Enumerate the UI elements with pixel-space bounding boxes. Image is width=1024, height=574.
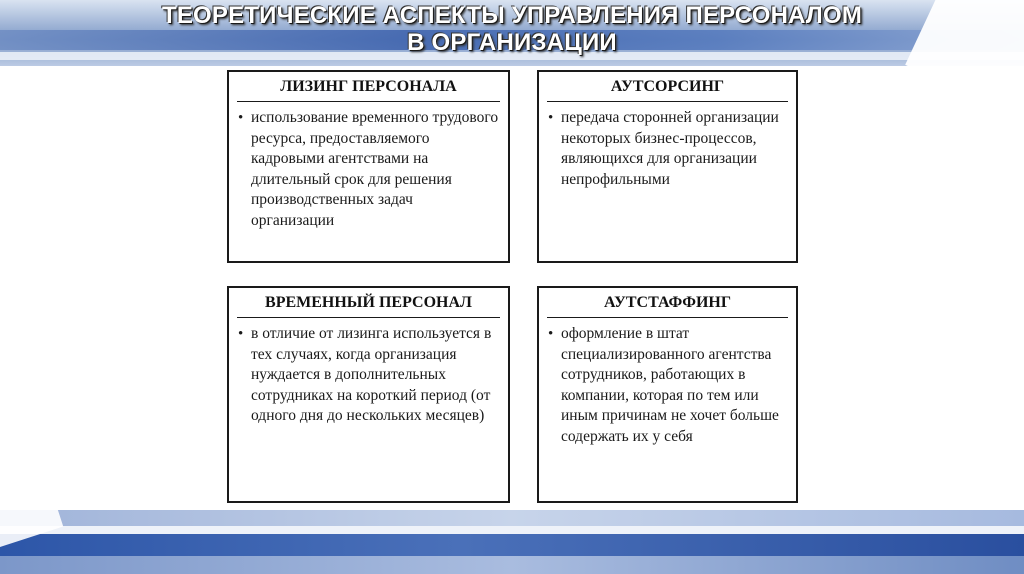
box-personnel-leasing — [227, 70, 510, 263]
box-text: передача сторонней организации некоторых бизнес-процессов, являющихся для организации непрофильными — [561, 109, 779, 188]
box-temporary-personnel — [227, 286, 510, 503]
box-header: ВРЕМЕННЫЙ ПЕРСОНАЛ — [237, 288, 500, 318]
box-body — [229, 318, 508, 427]
footer-stripe — [0, 526, 1024, 534]
box-outsourcing — [537, 70, 798, 263]
slide-title-line2: В ОРГАНИЗАЦИИ — [407, 29, 617, 56]
box-header: ЛИЗИНГ ПЕРСОНАЛА — [237, 72, 500, 102]
footer-band — [0, 510, 1024, 574]
box-header: АУТСОРСИНГ — [547, 72, 788, 102]
footer-stripe-dark — [0, 534, 1024, 556]
box-text: оформление в штат специализированного агентства сотрудников, работающих в компании, которая по тем или иным причинам не хочет больше содержать их у себя — [561, 325, 779, 445]
box-header: АУТСТАФФИНГ — [547, 288, 788, 318]
box-text: в отличие от лизинга используется в тех случаях, когда организация нуждается в дополнительных сотрудниках на короткий период (от одного дня до нескольких месяцев) — [251, 325, 492, 425]
box-outstaffing — [537, 286, 798, 503]
slide-title-line1: ТЕОРЕТИЧЕСКИЕ АСПЕКТЫ УПРАВЛЕНИЯ ПЕРСОНАЛОМ — [161, 2, 863, 29]
slide-title — [0, 2, 1024, 56]
box-body — [539, 102, 796, 190]
footer-stripe — [0, 510, 1024, 526]
bullet-icon: • — [548, 110, 554, 126]
bullet-icon: • — [238, 110, 244, 126]
footer-stripe — [0, 556, 1024, 574]
bullet-icon: • — [238, 326, 244, 342]
box-body — [539, 318, 796, 448]
box-body — [229, 102, 508, 232]
bullet-icon: • — [548, 326, 554, 342]
box-text: использование временного трудового ресурса, предоставляемого кадровыми агентствами на длительный срок для решения производственных задач организации — [251, 109, 499, 229]
